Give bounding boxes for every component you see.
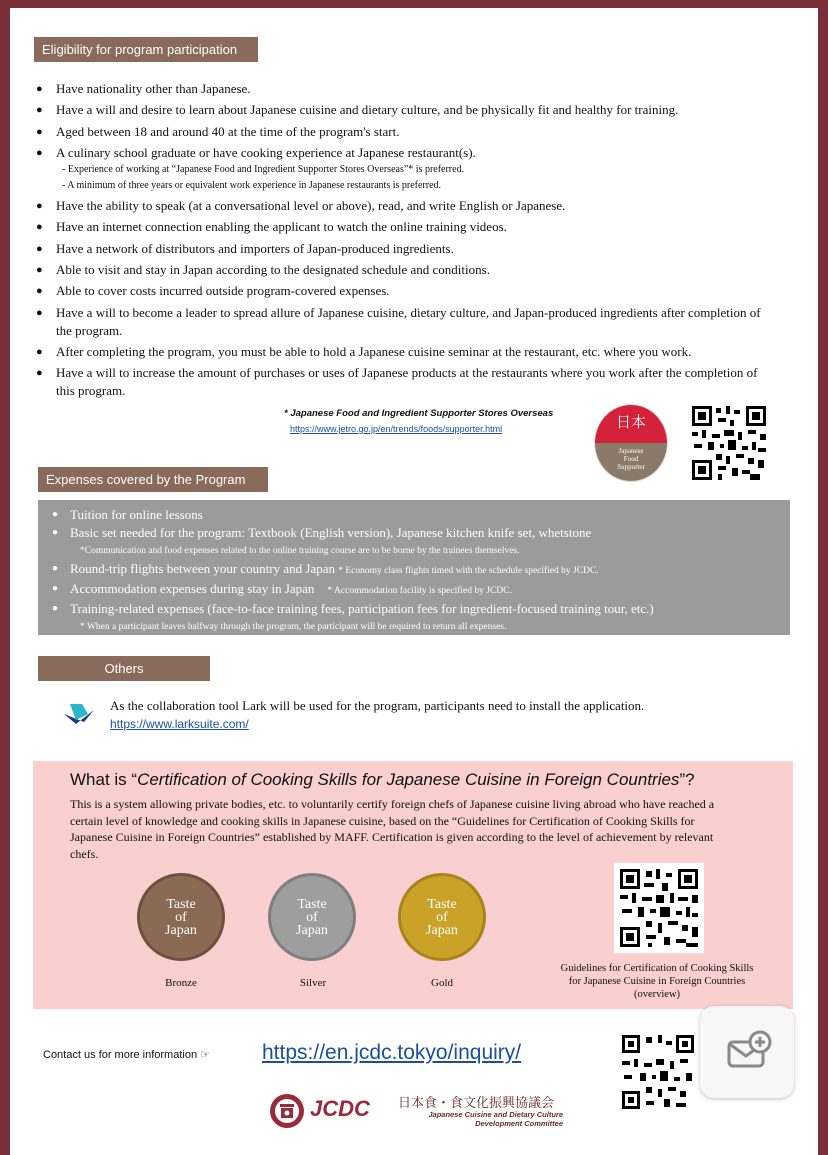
expenses-box <box>38 500 790 635</box>
supporter-badge <box>594 404 668 482</box>
jcdc-jp-name: 日本食・食文化振興協議会 <box>398 1095 555 1110</box>
jcdc-en-name <box>398 1110 563 1128</box>
medal-line: of <box>436 909 448 925</box>
gold-medal <box>398 873 486 961</box>
medal-line: Japan <box>426 922 458 938</box>
list-item-text: A culinary school graduate or have cooking experience at Japanese restaurant(s). <box>56 144 476 160</box>
list-item-text: Round-trip flights between your country and Japan <box>70 561 335 576</box>
lark-logo-icon <box>62 700 96 728</box>
others-text: As the collaboration tool Lark will be used for the program, participants need to install the application. <box>110 698 645 713</box>
guidelines-caption: Guidelines for Certification of Cooking Skills for Japanese Cuisine in Foreign Countries (overview) <box>560 963 754 1000</box>
jcdc-emblem-icon <box>268 1092 306 1130</box>
supporter-footnote-title: * Japanese Food and Ingredient Supporter Stores Overseas <box>284 408 554 419</box>
badge-line: Japanese <box>618 447 644 455</box>
list-item <box>36 144 776 194</box>
badge-line: Food <box>623 455 639 463</box>
expenses-header: Expenses covered by the Program <box>38 467 268 492</box>
list-item-text: Basic set needed for the program: Textbook (English version), Japanese kitchen knife set, whetstone <box>70 525 592 540</box>
list-item: ● Have a will and desire to learn about Japanese cuisine and dietary culture, and be physically fit and healthy for training. <box>36 101 776 119</box>
list-item-text: Accommodation expenses during stay in Japan <box>70 581 315 596</box>
jcdc-en-line: Development Committee <box>475 1119 563 1128</box>
silver-medal <box>268 873 356 961</box>
medal-line: Japan <box>165 922 197 938</box>
compose-button[interactable] <box>700 1006 794 1098</box>
list-item: ● Have a network of distributors and importers of Japan-produced ingredients. <box>36 240 776 258</box>
expense-note: * When a participant leaves halfway through the program, the participant will be required to return all expenses. <box>80 622 507 632</box>
inquiry-link[interactable]: https://en.jcdc.tokyo/inquiry/ <box>262 1041 522 1064</box>
badge-text <box>595 443 667 482</box>
guidelines-qr-code-icon[interactable] <box>614 863 704 953</box>
certification-title <box>70 770 695 790</box>
list-item-text: Training-related expenses (face-to-face training fees, participation fees for ingredient-focused training tour, etc.) <box>70 601 654 616</box>
list-item: ● Have nationality other than Japanese. <box>36 80 776 98</box>
eligibility-header: Eligibility for program participation <box>34 37 258 62</box>
medal-text <box>165 898 197 937</box>
list-item: ● Have the ability to speak (at a conversational level or above), read, and write English or Japanese. <box>36 197 776 215</box>
medal-line: of <box>306 909 318 925</box>
supporter-link[interactable]: https://www.jetro.go.jp/en/trends/foods/supporter.html <box>290 424 503 434</box>
badge-line: Supporter <box>617 463 645 471</box>
lark-link[interactable]: https://www.larksuite.com/ <box>110 717 249 731</box>
medal-text <box>296 898 328 937</box>
others-header: Others <box>38 656 210 681</box>
medal-line: Taste <box>166 896 196 912</box>
list-item: ● Have a will to become a leader to spread allure of Japanese cuisine, dietary culture, and Japan-produced ingredients after completion of the program. <box>36 304 776 340</box>
mail-add-icon <box>726 1030 772 1070</box>
sub-note: - Experience of working at “Japanese Food and Ingredient Supporter Stores Overseas”* is preferred. <box>62 163 465 175</box>
list-item: ● Able to visit and stay in Japan according to the designated schedule and conditions. <box>36 261 776 279</box>
badge-jp: 日本 <box>595 405 667 443</box>
list-item: ● Have a will to increase the amount of purchases or uses of Japanese products at the restaurants where you work after the completion of this program. <box>36 364 776 400</box>
list-item: ● Able to cover costs incurred outside program-covered expenses. <box>36 282 776 300</box>
contact-label: Contact us for more information ☞ <box>43 1049 210 1061</box>
eligibility-list <box>36 80 776 404</box>
medal-label-silver: Silver <box>299 977 327 989</box>
list-item <box>52 524 776 560</box>
bronze-medal <box>137 873 225 961</box>
medal-line: Taste <box>427 896 457 912</box>
title-prefix: What is “ <box>70 770 138 789</box>
inquiry-qr-code-icon[interactable] <box>620 1033 696 1111</box>
medal-line: Japan <box>296 922 328 938</box>
jcdc-logo-text: JCDC <box>310 1096 370 1121</box>
medal-label-gold: Gold <box>431 977 453 989</box>
qr-code-icon[interactable] <box>690 404 768 482</box>
title-suffix: ”? <box>679 770 695 789</box>
expense-note: * Accommodation facility is specified by JCDC. <box>327 586 512 596</box>
medal-label-bronze: Bronze <box>165 977 197 989</box>
certification-body: This is a system allowing private bodies, etc. to voluntarily certify foreign chefs of Japanese cuisine living abroad who have reached a certain level of knowledge and cooking skills in Japanese cuisine, based on the “Guidelines for Certification of Cooking Skills for Japanese Cuisine in Foreign Countries” established by MAFF. Certification is given according to the level of achievement by relevant chefs. <box>70 797 715 861</box>
expense-note: * Economy class flights timed with the schedule specified by JCDC. <box>338 566 599 576</box>
list-item: ● Aged between 18 and around 40 at the time of the program's start. <box>36 123 776 141</box>
list-item: ● Have an internet connection enabling the applicant to watch the online training videos. <box>36 218 776 236</box>
expense-note: *Communication and food expenses related to the online training course are to be borne by the trainees themselves. <box>80 546 520 556</box>
medal-line: Taste <box>297 896 327 912</box>
medal-text <box>426 898 458 937</box>
title-italic: Certification of Cooking Skills for Japanese Cuisine in Foreign Countries <box>137 770 680 789</box>
list-item <box>52 580 776 600</box>
jcdc-en-line: Japanese Cuisine and Dietary Culture <box>428 1110 563 1119</box>
sub-note: - A minimum of three years or equivalent work experience in Japanese restaurants is preferred. <box>62 179 442 191</box>
medal-line: of <box>175 909 187 925</box>
list-item <box>52 560 776 580</box>
list-item: ● Tuition for online lessons <box>52 506 776 524</box>
list-item: ● After completing the program, you must be able to hold a Japanese cuisine seminar at the restaurant, etc. where you work. <box>36 343 776 361</box>
list-item <box>52 600 776 636</box>
